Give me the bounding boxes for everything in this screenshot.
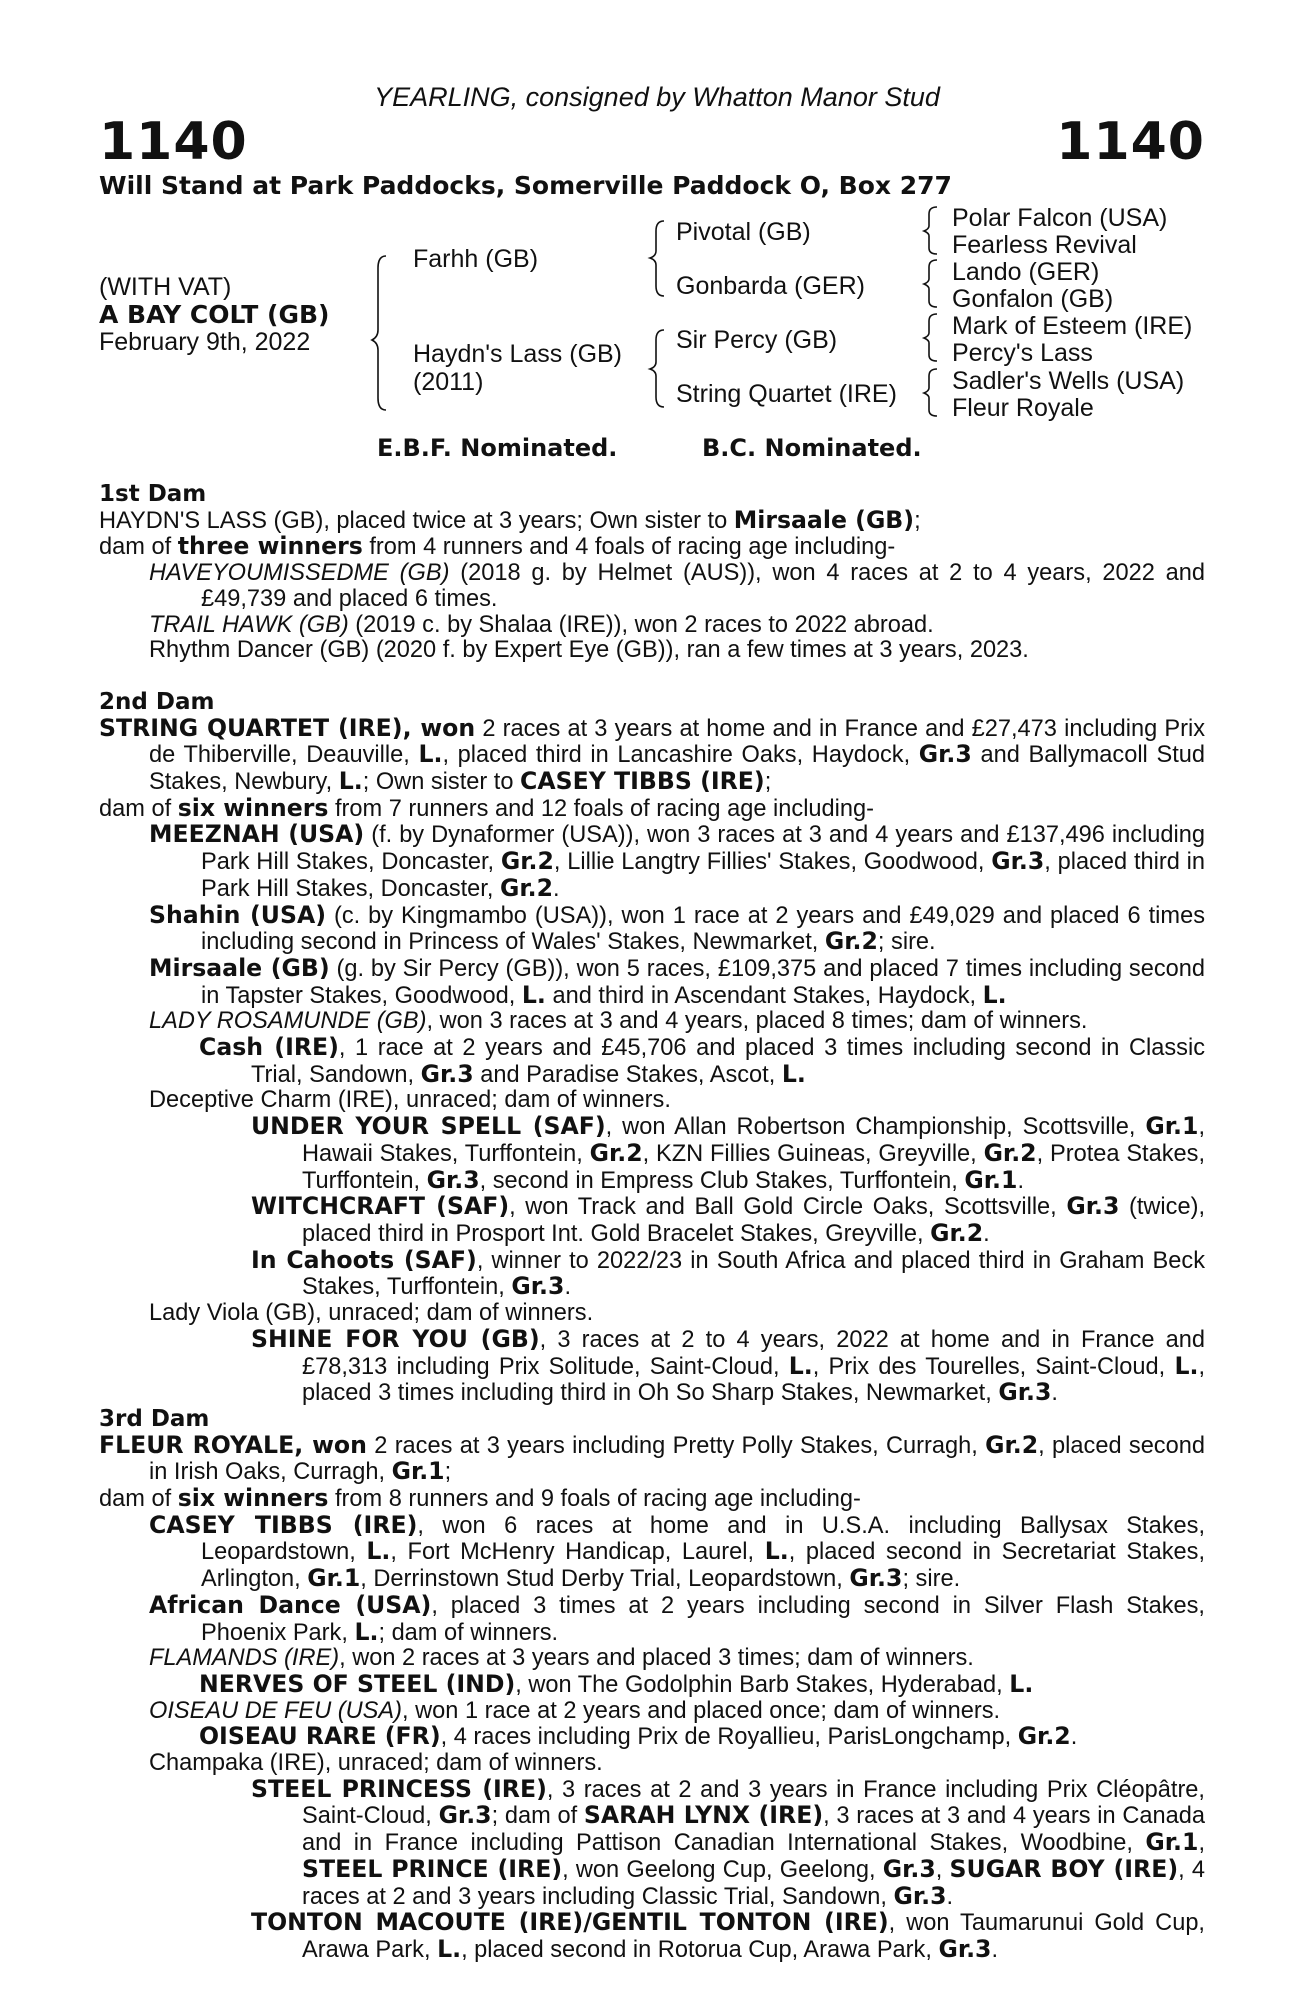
text: , Hawaii Stakes, Turffontein,: [302, 1114, 1205, 1167]
text: .: [991, 1936, 999, 1963]
section-heading-3rd-dam: 3rd Dam: [99, 1405, 210, 1432]
horse-name: STEEL PRINCE (IRE): [302, 1854, 563, 1883]
horse-name: Mirsaale (GB): [733, 505, 915, 534]
text: , won Allan Robertson Championship, Scottsville,: [605, 1114, 1146, 1141]
text: , won Taumarunui Gold Cup, Arawa Park,: [302, 1910, 1205, 1963]
horse-name: LADY ROSAMUNDE (GB): [149, 1008, 427, 1035]
text: , won The Godolphin Barb Stakes, Hyderabad,: [515, 1671, 1010, 1698]
ancestor-name: Lando (GER): [952, 258, 1100, 286]
text: Deceptive Charm (IRE), unraced; dam of winners.: [149, 1087, 671, 1114]
sire-sire-name: Pivotal (GB): [676, 218, 811, 246]
ancestor-name: Percy's Lass: [952, 339, 1093, 367]
text: , placed 3 times including third in Oh So Sharp Stakes, Newmarket,: [302, 1353, 1205, 1407]
sire-dam-name: Gonbarda (GER): [676, 272, 865, 300]
grade: L.: [1009, 1669, 1034, 1698]
text: from 8 runners and 9 foals of racing age including-: [328, 1486, 861, 1513]
grade: Gr.3: [998, 1378, 1052, 1407]
produce-entry: [99, 1699, 1205, 1725]
text: , 3 races at 3 and 4 years in Canada and in France including Pattison Canadian International Stakes, Woodbine,: [302, 1803, 1205, 1857]
text: ; dam of: [491, 1803, 584, 1830]
produce-entry: [99, 1088, 1205, 1114]
produce-entry: [99, 1669, 1205, 1699]
text: .: [1070, 1724, 1078, 1751]
text: , Lillie Langtry Fillies' Stakes, Goodwood,: [553, 849, 992, 876]
text: ;: [764, 769, 772, 796]
text: dam of: [99, 1486, 178, 1513]
grade: L.: [764, 1537, 789, 1566]
produce-entry: [99, 1301, 1205, 1327]
text: , 3 races at 2 and 3 years in France including Prix Cléopâtre, Saint-Cloud,: [302, 1776, 1205, 1830]
horse-name: UNDER YOUR SPELL (SAF): [251, 1112, 606, 1141]
text: , won 6 races at home and in U.S.A. including Ballysax Stakes, Leopardstown,: [201, 1512, 1205, 1566]
horse-name: Cash (IRE): [199, 1033, 339, 1062]
produce-entry: [99, 953, 1206, 1009]
text: 2 races at 3 years at home and in France and £27,473 including Prix de Thiberville, Deauville,: [149, 715, 1206, 769]
horse-name: SUGAR BOY (IRE): [949, 1854, 1179, 1883]
text: , placed 3 times at 2 years including second in Silver Flash Stakes, Phoenix Park,: [201, 1592, 1205, 1646]
horse-name: TONTON MACOUTE (IRE)/GENTIL TONTON (IRE): [251, 1908, 889, 1937]
horse-name: FLEUR ROYALE, won: [99, 1430, 367, 1459]
text: (twice), placed third in Prosport Int. Gold Bracelet Stakes, Greyville,: [302, 1194, 1206, 1247]
grade: Gr.1: [1145, 1112, 1199, 1141]
text: (2018 g. by Helmet (AUS)), won 4 races at 2 to 4 years, 2022 and £49,739 and placed 6 times.: [201, 560, 1206, 612]
dam-paragraph: [99, 505, 1205, 535]
grade: Gr.1: [391, 1457, 445, 1486]
lot-number-right: 1140: [1056, 112, 1205, 172]
horse-name: OISEAU RARE (FR): [199, 1722, 441, 1751]
dam-produce-summary: [99, 793, 1205, 823]
grade: L.: [354, 1617, 379, 1646]
grade: Gr.2: [985, 1430, 1039, 1459]
text: , won 3 races at 3 and 4 years, placed 8 times; dam of winners.: [426, 1008, 1088, 1035]
dam-name: Haydn's Lass (GB): [413, 340, 623, 368]
grade: Gr.1: [964, 1165, 1018, 1194]
grade: Gr.3: [420, 1059, 474, 1088]
produce-entry: [99, 822, 1205, 902]
horse-name: TRAIL HAWK (GB): [149, 611, 349, 638]
text: ; dam of winners.: [378, 1619, 559, 1646]
grade: Gr.3: [918, 740, 972, 769]
vat-note: (WITH VAT): [99, 273, 232, 301]
text: and Ballymacoll Stud Stakes, Newbury,: [149, 742, 1205, 796]
grade: L.: [788, 1351, 813, 1380]
text: ;: [914, 507, 921, 534]
grade: Gr.3: [438, 1801, 492, 1830]
text: (2019 c. by Shalaa (IRE)), won 2 races to 2022 abroad.: [348, 611, 934, 638]
lot-number-left: 1140: [99, 112, 248, 172]
horse-name: African Dance (USA): [149, 1590, 432, 1619]
text: , winner to 2022/23 in South Africa and placed third in Graham Beck Stakes, Turffontein,: [302, 1247, 1205, 1301]
text: , placed third in Park Hill Stakes, Doncaster,: [201, 849, 1205, 902]
lot-subject-name: A BAY COLT (GB): [99, 300, 330, 329]
grade: Gr.1: [1145, 1828, 1199, 1857]
text: ;: [444, 1459, 452, 1486]
grade: Gr.2: [983, 1138, 1037, 1167]
horse-name: FLAMANDS (IRE): [149, 1645, 340, 1672]
horse-name: OISEAU DE FEU (USA): [149, 1697, 403, 1724]
horse-name: In Cahoots (SAF): [251, 1245, 477, 1274]
text: , 4 races at 2 and 3 years including Classic Trial, Sandown,: [302, 1856, 1205, 1910]
dam-dam-name: String Quartet (IRE): [676, 380, 897, 408]
text: dam of: [99, 534, 178, 561]
horse-name: SHINE FOR YOU (GB): [251, 1324, 540, 1353]
text: HAYDN'S LASS (GB), placed twice at 3 years; Own sister to: [99, 507, 734, 534]
produce-entry: [99, 1245, 1205, 1301]
text: Lady Viola (GB), unraced; dam of winners.: [149, 1300, 594, 1327]
text: ,: [1198, 1830, 1205, 1857]
horse-name: STRING QUARTET (IRE), won: [99, 713, 476, 742]
text: ; sire.: [877, 929, 936, 956]
section-heading-1st-dam: 1st Dam: [99, 481, 207, 507]
grade: Gr.3: [938, 1934, 992, 1963]
text: (f. by Dynaformer (USA)), won 3 races at 3 and 4 years and £137,496 including Park Hill Stakes, Doncaster,: [201, 822, 1206, 876]
produce-entry: [99, 900, 1205, 956]
ancestor-name: Polar Falcon (USA): [952, 204, 1168, 232]
text: .: [1051, 1380, 1058, 1407]
text: , 4 races including Prix de Royallieu, ParisLongchamp,: [440, 1724, 1018, 1751]
text: , 3 races at 2 to 4 years, 2022 at home and in France and £78,313 including Prix Solitude, Saint-Cloud,: [302, 1326, 1205, 1380]
dam-produce-summary: [99, 1486, 1205, 1513]
text: , placed second in Secretariat Stakes, Arlington,: [201, 1539, 1205, 1593]
grade: L.: [418, 740, 443, 769]
stand-location: Will Stand at Park Paddocks, Somerville Paddock O, Box 277: [99, 171, 952, 200]
text: , won 2 races at 3 years and placed 3 times; dam of winners.: [339, 1645, 974, 1672]
produce-entry: [99, 1910, 1205, 1963]
text: ,: [935, 1856, 950, 1883]
grade: Gr.2: [1017, 1722, 1071, 1751]
produce-entry: [99, 1510, 1205, 1593]
dam-foaling-year: (2011): [413, 368, 484, 396]
foaling-date: February 9th, 2022: [99, 328, 311, 356]
dam-produce-summary: [99, 534, 1205, 561]
grade: L.: [781, 1059, 806, 1088]
text: , won Track and Ball Gold Circle Oaks, Scottsville,: [509, 1194, 1067, 1221]
grade: Gr.3: [882, 1854, 936, 1883]
text: and Paradise Stakes, Ascot,: [473, 1061, 782, 1088]
produce-entry: [99, 613, 1205, 639]
grade: L.: [982, 980, 1007, 1009]
grade: Gr.2: [500, 847, 554, 876]
text: , placed second in Rotorua Cup, Arawa Park,: [461, 1936, 939, 1963]
horse-name: SARAH LYNX (IRE): [583, 1801, 824, 1830]
horse-name: MEEZNAH (USA): [149, 820, 365, 849]
text: Champaka (IRE), unraced; dam of winners.: [149, 1750, 603, 1777]
ancestor-name: Gonfalon (GB): [952, 285, 1114, 313]
text: .: [564, 1274, 571, 1301]
text: 2 races at 3 years including Pretty Polly Stakes, Curragh,: [366, 1432, 986, 1459]
text: , KZN Fillies Guineas, Greyville,: [642, 1140, 984, 1167]
dam-paragraph: [99, 1430, 1205, 1486]
produce-entry: [99, 1646, 1205, 1672]
grade: Gr.1: [307, 1564, 361, 1593]
grade: Gr.2: [589, 1138, 643, 1167]
text: , 1 race at 2 years and £45,706 and placed 3 times including second in Classic Trial, Sandown,: [251, 1035, 1205, 1088]
grade: Gr.2: [824, 927, 878, 956]
horse-name: STEEL PRINCESS (IRE): [251, 1774, 547, 1803]
produce-entry: [99, 1035, 1205, 1088]
text: from 4 runners and 4 foals of racing age including-: [362, 534, 896, 561]
produce-entry: [99, 1774, 1205, 1911]
produce-entry: [99, 1114, 1205, 1194]
text: (c. by Kingmambo (USA)), won 1 race at 2 years and £49,029 and placed 6 times including second in Princess of Wales' Stakes, Newmarket,: [201, 902, 1205, 956]
ebf-nomination: E.B.F. Nominated.: [377, 434, 618, 462]
text: ; sire.: [902, 1566, 961, 1593]
text: , placed third in Lancashire Oaks, Haydock,: [442, 742, 919, 769]
grade: Gr.3: [426, 1165, 480, 1194]
text: , Fort McHenry Handicap, Laurel,: [390, 1539, 765, 1566]
dam-sire-name: Sir Percy (GB): [676, 326, 838, 354]
section-heading-2nd-dam: 2nd Dam: [99, 688, 215, 715]
text: , Protea Stakes, Turffontein,: [302, 1140, 1206, 1194]
text: , Derrinstown Stud Derby Trial, Leopardstown,: [360, 1566, 850, 1593]
horse-name: Shahin (USA): [149, 900, 326, 929]
produce-entry: [99, 1751, 1205, 1777]
grade: Gr.2: [930, 1218, 984, 1247]
grade: Gr.3: [991, 847, 1045, 876]
catalogue-subtitle: YEARLING, consigned by Whatton Manor Stud: [374, 82, 940, 112]
produce-entry: [99, 638, 1205, 664]
produce-entry: [99, 561, 1205, 612]
winners-count: six winners: [177, 1484, 329, 1513]
grade: Gr.3: [893, 1881, 947, 1910]
grade: L.: [1174, 1351, 1199, 1380]
dam-paragraph: [99, 713, 1206, 796]
text: .: [1017, 1167, 1025, 1194]
text: Rhythm Dancer (GB) (2020 f. by Expert Eye (GB)), ran a few times at 3 years, 2023.: [149, 637, 1029, 664]
text: , Prix des Tourelles, Saint-Cloud,: [812, 1353, 1175, 1380]
winners-count: three winners: [177, 532, 363, 561]
grade: Gr.3: [511, 1272, 565, 1301]
grade: Gr.2: [499, 873, 553, 902]
text: and third in Ascendant Stakes, Haydock,: [545, 982, 983, 1009]
produce-entry: [99, 1009, 1205, 1035]
ancestor-name: Fleur Royale: [952, 394, 1094, 422]
text: , second in Empress Club Stakes, Turffontein,: [479, 1167, 965, 1194]
horse-name: Mirsaale (GB): [149, 953, 330, 982]
ancestor-name: Sadler's Wells (USA): [952, 367, 1185, 395]
grade: L.: [338, 767, 363, 796]
sire-name: Farhh (GB): [413, 245, 539, 273]
horse-name: CASEY TIBBS (IRE): [149, 1510, 418, 1539]
text: .: [946, 1883, 954, 1910]
text: , won 1 race at 2 years and placed once; dam of winners.: [402, 1697, 1001, 1724]
produce-record: [99, 482, 1205, 1964]
produce-entry: [99, 1724, 1205, 1751]
text: .: [983, 1220, 990, 1247]
winners-count: six winners: [177, 793, 329, 822]
horse-name: WITCHCRAFT (SAF): [251, 1192, 510, 1221]
produce-entry: [99, 1194, 1205, 1247]
text: from 7 runners and 12 foals of racing age including-: [328, 795, 875, 822]
produce-entry: [99, 1590, 1205, 1646]
text: ; Own sister to: [362, 769, 521, 796]
text: , placed second in Irish Oaks, Curragh,: [149, 1432, 1205, 1486]
horse-name: CASEY TIBBS (IRE): [520, 767, 765, 796]
text: (g. by Sir Percy (GB)), won 5 races, £109,375 and placed 7 times including second in Tapster Stakes, Goodwood,: [201, 955, 1206, 1009]
ancestor-name: Mark of Esteem (IRE): [952, 312, 1193, 340]
produce-entry: [99, 1324, 1205, 1407]
text: .: [553, 875, 560, 902]
grade: Gr.3: [849, 1564, 903, 1593]
horse-name: HAVEYOUMISSEDME (GB): [149, 560, 450, 587]
ancestor-name: Fearless Revival: [952, 231, 1137, 259]
text: , won Geelong Cup, Geelong,: [562, 1856, 883, 1883]
grade: L.: [521, 980, 546, 1009]
text: dam of: [99, 795, 178, 822]
bc-nomination: B.C. Nominated.: [702, 434, 922, 462]
grade: L.: [437, 1934, 462, 1963]
grade: Gr.3: [1066, 1192, 1120, 1221]
horse-name: NERVES OF STEEL (IND): [199, 1669, 516, 1698]
grade: L.: [366, 1537, 391, 1566]
